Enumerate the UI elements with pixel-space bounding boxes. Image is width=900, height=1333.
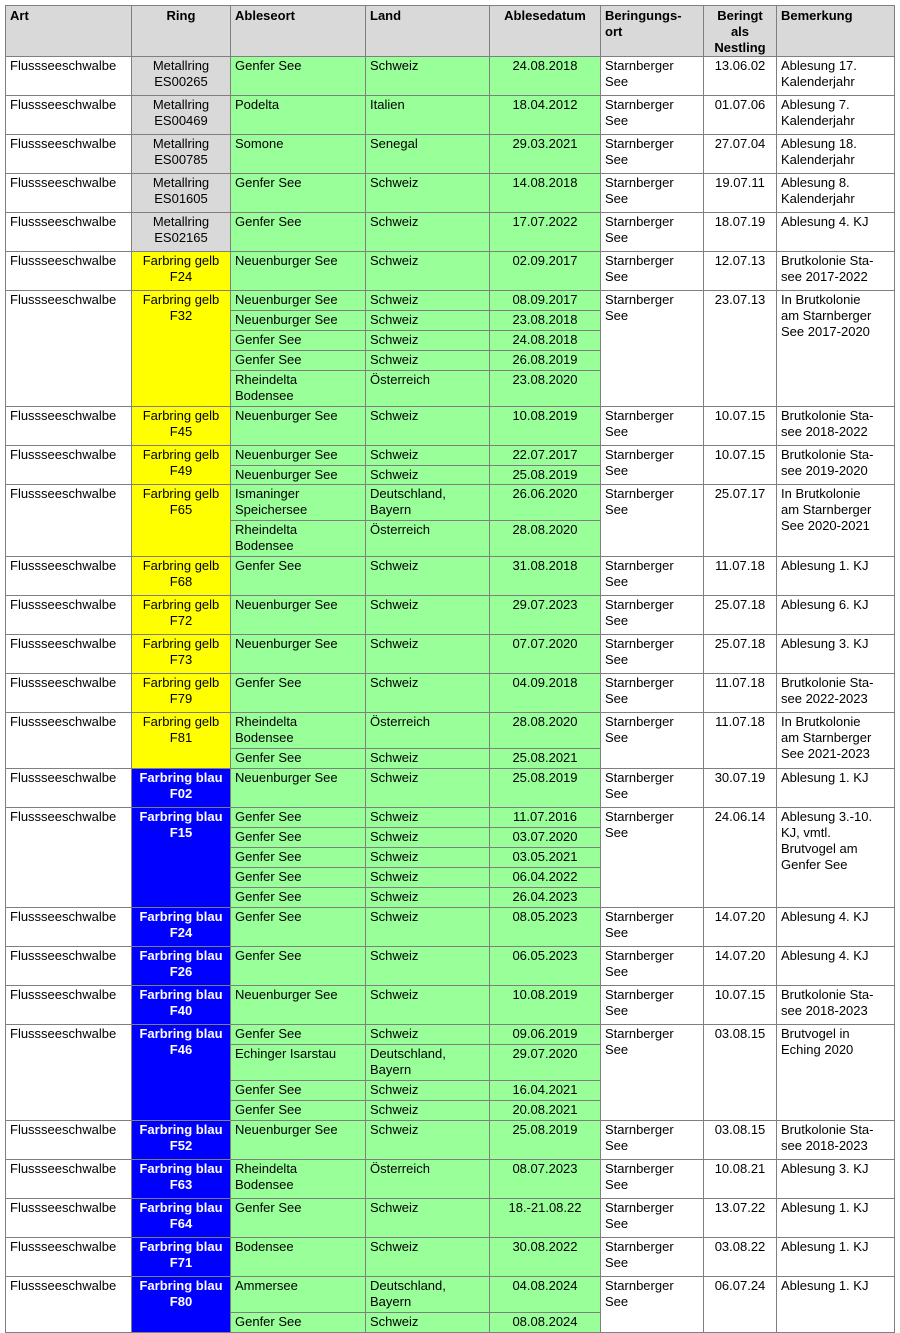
ableseort-cell: Genfer See [231,674,366,713]
ring-cell: Farbring gelb F72 [132,596,231,635]
ableseort-cell: Genfer See [231,351,366,371]
beringt-date-cell: 03.08.15 [704,1121,777,1160]
beringt-date-cell: 19.07.11 [704,174,777,213]
ring-cell: Farbring blau F02 [132,769,231,808]
table-row [6,635,895,674]
species-cell: Flussseeschwalbe [6,96,132,135]
beringt-date-cell: 10.07.15 [704,446,777,485]
beringungsort-cell: Starnberger See [601,96,704,135]
beringt-date-cell: 03.08.15 [704,1025,777,1121]
species-cell: Flussseeschwalbe [6,485,132,557]
ableseort-cell: Neuenburger See [231,311,366,331]
bemerkung-cell: In Brutkolonie am Starnberger See 2020-2021 [777,485,895,557]
bemerkung-cell: Ablesung 3.-10. KJ, vmtl. Brutvogel am Genfer See [777,808,895,908]
land-cell: Schweiz [366,331,490,351]
species-cell: Flussseeschwalbe [6,769,132,808]
beringungsort-cell: Starnberger See [601,674,704,713]
ablesedatum-cell: 25.08.2019 [490,1121,601,1160]
beringungsort-cell: Starnberger See [601,635,704,674]
land-cell: Schweiz [366,252,490,291]
ableseort-cell: Neuenburger See [231,446,366,466]
table-row [6,947,895,986]
species-cell: Flussseeschwalbe [6,713,132,769]
ableseort-cell: Bodensee [231,1238,366,1277]
table-row [6,713,895,749]
bemerkung-cell: Brutkolonie Sta- see 2018-2023 [777,986,895,1025]
species-cell: Flussseeschwalbe [6,1277,132,1333]
ring-cell: Farbring blau F52 [132,1121,231,1160]
ablesedatum-cell: 08.08.2024 [490,1313,601,1333]
ablesedatum-cell: 03.07.2020 [490,828,601,848]
ablesedatum-cell: 10.08.2019 [490,407,601,446]
ableseort-cell: Genfer See [231,1199,366,1238]
ring-cell: Metallring ES01605 [132,174,231,213]
bemerkung-cell: Ablesung 3. KJ [777,635,895,674]
bemerkung-cell: Ablesung 1. KJ [777,1238,895,1277]
bemerkung-cell: Brutkolonie Sta- see 2018-2022 [777,407,895,446]
beringt-date-cell: 25.07.18 [704,635,777,674]
header-beringungsort: Beringungs- ort [601,6,704,57]
land-cell: Senegal [366,135,490,174]
bemerkung-cell: Ablesung 4. KJ [777,213,895,252]
land-cell: Schweiz [366,808,490,828]
ablesedatum-cell: 29.07.2020 [490,1045,601,1081]
beringt-date-cell: 13.06.02 [704,57,777,96]
ablesedatum-cell: 08.09.2017 [490,291,601,311]
bemerkung-cell: Ablesung 3. KJ [777,1160,895,1199]
ablesedatum-cell: 31.08.2018 [490,557,601,596]
beringungsort-cell: Starnberger See [601,769,704,808]
ring-cell: Farbring gelb F24 [132,252,231,291]
ablesedatum-cell: 24.08.2018 [490,57,601,96]
table-row [6,291,895,311]
beringungsort-cell: Starnberger See [601,1025,704,1121]
species-cell: Flussseeschwalbe [6,1121,132,1160]
table-row [6,986,895,1025]
header-beringt-als-nestling: Beringt als Nestling [704,6,777,57]
ring-cell: Farbring gelb F49 [132,446,231,485]
land-cell: Schweiz [366,1313,490,1333]
land-cell: Schweiz [366,351,490,371]
land-cell: Schweiz [366,908,490,947]
ableseort-cell: Genfer See [231,174,366,213]
ablesedatum-cell: 08.07.2023 [490,1160,601,1199]
species-cell: Flussseeschwalbe [6,174,132,213]
ablesedatum-cell: 18.04.2012 [490,96,601,135]
beringt-date-cell: 10.08.21 [704,1160,777,1199]
ableseort-cell: Ammersee [231,1277,366,1313]
ring-cell: Farbring gelb F65 [132,485,231,557]
bemerkung-cell: Ablesung 8. Kalenderjahr [777,174,895,213]
species-cell: Flussseeschwalbe [6,57,132,96]
ableseort-cell: Genfer See [231,828,366,848]
ablesedatum-cell: 24.08.2018 [490,331,601,351]
ableseort-cell: Genfer See [231,947,366,986]
ableseort-cell: Genfer See [231,908,366,947]
species-cell: Flussseeschwalbe [6,1238,132,1277]
header-ring: Ring [132,6,231,57]
beringt-date-cell: 25.07.17 [704,485,777,557]
beringungsort-cell: Starnberger See [601,557,704,596]
species-cell: Flussseeschwalbe [6,557,132,596]
beringungsort-cell: Starnberger See [601,174,704,213]
bemerkung-cell: Ablesung 6. KJ [777,596,895,635]
ablesedatum-cell: 29.07.2023 [490,596,601,635]
ring-cell: Farbring blau F46 [132,1025,231,1121]
beringungsort-cell: Starnberger See [601,213,704,252]
land-cell: Schweiz [366,1081,490,1101]
header-ableseort: Ableseort [231,6,366,57]
ableseort-cell: Genfer See [231,848,366,868]
species-cell: Flussseeschwalbe [6,1025,132,1121]
species-cell: Flussseeschwalbe [6,596,132,635]
table-row [6,674,895,713]
table-row [6,808,895,828]
beringungsort-cell: Starnberger See [601,947,704,986]
ablesedatum-cell: 26.08.2019 [490,351,601,371]
ableseort-cell: Neuenburger See [231,635,366,674]
beringungsort-cell: Starnberger See [601,1199,704,1238]
bemerkung-cell: In Brutkolonie am Starnberger See 2017-2020 [777,291,895,407]
table-row [6,96,895,135]
species-cell: Flussseeschwalbe [6,808,132,908]
species-cell: Flussseeschwalbe [6,213,132,252]
ring-cell: Farbring gelb F45 [132,407,231,446]
bemerkung-cell: Brutvogel in Eching 2020 [777,1025,895,1121]
beringt-date-cell: 10.07.15 [704,407,777,446]
beringt-date-cell: 12.07.13 [704,252,777,291]
beringungsort-cell: Starnberger See [601,135,704,174]
bemerkung-cell: Brutkolonie Sta- see 2018-2023 [777,1121,895,1160]
ablesedatum-cell: 18.-21.08.22 [490,1199,601,1238]
beringungsort-cell: Starnberger See [601,446,704,485]
species-cell: Flussseeschwalbe [6,674,132,713]
beringt-date-cell: 11.07.18 [704,674,777,713]
land-cell: Schweiz [366,848,490,868]
bemerkung-cell: Ablesung 1. KJ [777,769,895,808]
table-row [6,135,895,174]
ring-sightings-table [5,5,895,1333]
beringungsort-cell: Starnberger See [601,407,704,446]
beringt-date-cell: 03.08.22 [704,1238,777,1277]
land-cell: Schweiz [366,888,490,908]
ablesedatum-cell: 08.05.2023 [490,908,601,947]
beringungsort-cell: Starnberger See [601,485,704,557]
land-cell: Schweiz [366,674,490,713]
land-cell: Österreich [366,713,490,749]
ablesedatum-cell: 20.08.2021 [490,1101,601,1121]
header-art: Art [6,6,132,57]
ring-cell: Farbring blau F26 [132,947,231,986]
ablesedatum-cell: 04.09.2018 [490,674,601,713]
ring-cell: Farbring blau F71 [132,1238,231,1277]
ableseort-cell: Genfer See [231,557,366,596]
ableseort-cell: Neuenburger See [231,407,366,446]
ableseort-cell: Rheindelta Bodensee [231,1160,366,1199]
ablesedatum-cell: 17.07.2022 [490,213,601,252]
beringungsort-cell: Starnberger See [601,808,704,908]
ableseort-cell: Ismaninger Speichersee [231,485,366,521]
beringt-date-cell: 27.07.04 [704,135,777,174]
land-cell: Deutschland, Bayern [366,1045,490,1081]
ring-cell: Farbring gelb F32 [132,291,231,407]
beringungsort-cell: Starnberger See [601,1160,704,1199]
table-body [6,57,895,1333]
ablesedatum-cell: 28.08.2020 [490,713,601,749]
ableseort-cell: Neuenburger See [231,1121,366,1160]
ablesedatum-cell: 06.05.2023 [490,947,601,986]
ableseort-cell: Podelta [231,96,366,135]
table-row [6,908,895,947]
table-row [6,1277,895,1313]
ablesedatum-cell: 04.08.2024 [490,1277,601,1313]
ring-cell: Farbring blau F40 [132,986,231,1025]
ring-cell: Metallring ES00469 [132,96,231,135]
header-land: Land [366,6,490,57]
ableseort-cell: Genfer See [231,1025,366,1045]
beringungsort-cell: Starnberger See [601,713,704,769]
table-row [6,174,895,213]
land-cell: Italien [366,96,490,135]
table-row [6,1199,895,1238]
land-cell: Schweiz [366,828,490,848]
beringt-date-cell: 23.07.13 [704,291,777,407]
ring-cell: Metallring ES02165 [132,213,231,252]
ablesedatum-cell: 23.08.2018 [490,311,601,331]
ableseort-cell: Neuenburger See [231,252,366,291]
ring-cell: Farbring gelb F73 [132,635,231,674]
ableseort-cell: Rheindelta Bodensee [231,371,366,407]
beringt-date-cell: 14.07.20 [704,947,777,986]
ablesedatum-cell: 16.04.2021 [490,1081,601,1101]
land-cell: Schweiz [366,868,490,888]
land-cell: Deutschland, Bayern [366,485,490,521]
bemerkung-cell: Brutkolonie Sta- see 2017-2022 [777,252,895,291]
beringt-date-cell: 18.07.19 [704,213,777,252]
land-cell: Österreich [366,521,490,557]
ring-cell: Farbring blau F63 [132,1160,231,1199]
bemerkung-cell: Brutkolonie Sta- see 2019-2020 [777,446,895,485]
beringt-date-cell: 25.07.18 [704,596,777,635]
ablesedatum-cell: 07.07.2020 [490,635,601,674]
ableseort-cell: Genfer See [231,1081,366,1101]
ablesedatum-cell: 30.08.2022 [490,1238,601,1277]
land-cell: Schweiz [366,596,490,635]
ableseort-cell: Neuenburger See [231,596,366,635]
ableseort-cell: Genfer See [231,331,366,351]
table-row [6,1025,895,1045]
ring-cell: Farbring blau F80 [132,1277,231,1333]
beringungsort-cell: Starnberger See [601,1121,704,1160]
species-cell: Flussseeschwalbe [6,635,132,674]
beringt-date-cell: 11.07.18 [704,557,777,596]
land-cell: Schweiz [366,1121,490,1160]
species-cell: Flussseeschwalbe [6,1199,132,1238]
land-cell: Schweiz [366,947,490,986]
bemerkung-cell: Brutkolonie Sta- see 2022-2023 [777,674,895,713]
ring-cell: Metallring ES00785 [132,135,231,174]
land-cell: Schweiz [366,466,490,485]
ableseort-cell: Genfer See [231,888,366,908]
ablesedatum-cell: 22.07.2017 [490,446,601,466]
land-cell: Schweiz [366,1199,490,1238]
bemerkung-cell: Ablesung 1. KJ [777,1277,895,1333]
ablesedatum-cell: 28.08.2020 [490,521,601,557]
ablesedatum-cell: 29.03.2021 [490,135,601,174]
land-cell: Schweiz [366,446,490,466]
ableseort-cell: Genfer See [231,808,366,828]
ableseort-cell: Genfer See [231,57,366,96]
land-cell: Schweiz [366,174,490,213]
species-cell: Flussseeschwalbe [6,135,132,174]
land-cell: Schweiz [366,57,490,96]
ableseort-cell: Genfer See [231,213,366,252]
beringt-date-cell: 30.07.19 [704,769,777,808]
table-row [6,57,895,96]
species-cell: Flussseeschwalbe [6,252,132,291]
ableseort-cell: Somone [231,135,366,174]
ableseort-cell: Neuenburger See [231,291,366,311]
table-row [6,769,895,808]
table-row [6,557,895,596]
bemerkung-cell: Ablesung 1. KJ [777,557,895,596]
land-cell: Schweiz [366,749,490,769]
table-row [6,1238,895,1277]
beringungsort-cell: Starnberger See [601,908,704,947]
table-row [6,1121,895,1160]
land-cell: Schweiz [366,635,490,674]
ablesedatum-cell: 26.06.2020 [490,485,601,521]
species-cell: Flussseeschwalbe [6,1160,132,1199]
ablesedatum-cell: 02.09.2017 [490,252,601,291]
ablesedatum-cell: 25.08.2021 [490,749,601,769]
table-row [6,407,895,446]
species-cell: Flussseeschwalbe [6,407,132,446]
ablesedatum-cell: 23.08.2020 [490,371,601,407]
bemerkung-cell: Ablesung 7. Kalenderjahr [777,96,895,135]
ablesedatum-cell: 14.08.2018 [490,174,601,213]
beringt-date-cell: 10.07.15 [704,986,777,1025]
land-cell: Schweiz [366,1025,490,1045]
species-cell: Flussseeschwalbe [6,291,132,407]
land-cell: Schweiz [366,1238,490,1277]
beringt-date-cell: 24.06.14 [704,808,777,908]
ablesedatum-cell: 06.04.2022 [490,868,601,888]
beringungsort-cell: Starnberger See [601,1238,704,1277]
table-header [6,6,895,57]
beringungsort-cell: Starnberger See [601,596,704,635]
table-row [6,596,895,635]
beringt-date-cell: 11.07.18 [704,713,777,769]
land-cell: Deutschland, Bayern [366,1277,490,1313]
ring-cell: Farbring gelb F68 [132,557,231,596]
ableseort-cell: Rheindelta Bodensee [231,521,366,557]
beringungsort-cell: Starnberger See [601,252,704,291]
ableseort-cell: Genfer See [231,1313,366,1333]
land-cell: Schweiz [366,769,490,808]
table-row [6,252,895,291]
ablesedatum-cell: 09.06.2019 [490,1025,601,1045]
ableseort-cell: Echinger Isarstau [231,1045,366,1081]
header-ablesedatum: Ablesedatum [490,6,601,57]
header-bemerkung: Bemerkung [777,6,895,57]
ableseort-cell: Neuenburger See [231,769,366,808]
land-cell: Schweiz [366,291,490,311]
ablesedatum-cell: 11.07.2016 [490,808,601,828]
beringt-date-cell: 06.07.24 [704,1277,777,1333]
land-cell: Schweiz [366,557,490,596]
ring-cell: Farbring blau F15 [132,808,231,908]
beringungsort-cell: Starnberger See [601,986,704,1025]
ring-cell: Metallring ES00265 [132,57,231,96]
bemerkung-cell: In Brutkolonie am Starnberger See 2021-2023 [777,713,895,769]
species-cell: Flussseeschwalbe [6,908,132,947]
beringungsort-cell: Starnberger See [601,291,704,407]
beringt-date-cell: 14.07.20 [704,908,777,947]
ring-cell: Farbring blau F64 [132,1199,231,1238]
beringt-date-cell: 01.07.06 [704,96,777,135]
beringungsort-cell: Starnberger See [601,1277,704,1333]
ablesedatum-cell: 26.04.2023 [490,888,601,908]
ablesedatum-cell: 03.05.2021 [490,848,601,868]
bemerkung-cell: Ablesung 1. KJ [777,1199,895,1238]
ring-cell: Farbring gelb F79 [132,674,231,713]
table-row [6,213,895,252]
ableseort-cell: Genfer See [231,868,366,888]
ring-cell: Farbring blau F24 [132,908,231,947]
bemerkung-cell: Ablesung 18. Kalenderjahr [777,135,895,174]
beringungsort-cell: Starnberger See [601,57,704,96]
land-cell: Schweiz [366,213,490,252]
ableseort-cell: Neuenburger See [231,466,366,485]
beringt-date-cell: 13.07.22 [704,1199,777,1238]
land-cell: Österreich [366,371,490,407]
ableseort-cell: Rheindelta Bodensee [231,713,366,749]
ablesedatum-cell: 25.08.2019 [490,769,601,808]
species-cell: Flussseeschwalbe [6,947,132,986]
species-cell: Flussseeschwalbe [6,986,132,1025]
ring-cell: Farbring gelb F81 [132,713,231,769]
ableseort-cell: Genfer See [231,749,366,769]
table-row [6,485,895,521]
land-cell: Schweiz [366,311,490,331]
ablesedatum-cell: 25.08.2019 [490,466,601,485]
land-cell: Schweiz [366,986,490,1025]
species-cell: Flussseeschwalbe [6,446,132,485]
ableseort-cell: Genfer See [231,1101,366,1121]
bemerkung-cell: Ablesung 4. KJ [777,908,895,947]
land-cell: Österreich [366,1160,490,1199]
land-cell: Schweiz [366,1101,490,1121]
table-row [6,446,895,466]
ablesedatum-cell: 10.08.2019 [490,986,601,1025]
ableseort-cell: Neuenburger See [231,986,366,1025]
table-row [6,1160,895,1199]
land-cell: Schweiz [366,407,490,446]
bemerkung-cell: Ablesung 4. KJ [777,947,895,986]
bemerkung-cell: Ablesung 17. Kalenderjahr [777,57,895,96]
